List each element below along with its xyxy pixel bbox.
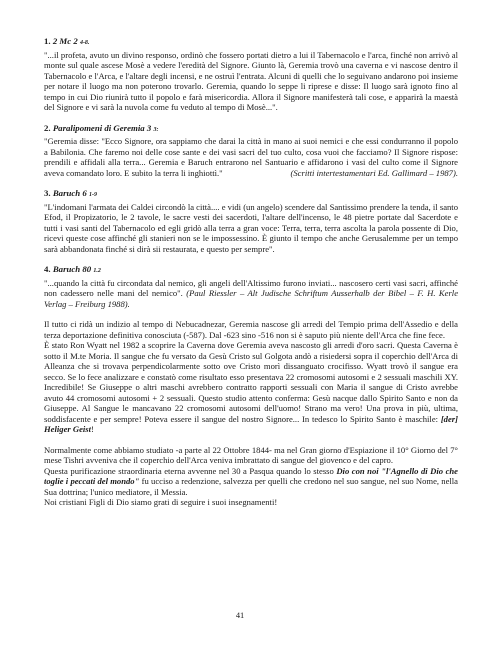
section-quote-3: "L'indomani l'armata dei Caldei circondò la città.... e vidi (un angelo) scendere dal Santissimo prendere la tenda, il santo Efod, il Propizatorio, le 2 tavole, le sacre vesti dei sacerdoti, l'altare dell'incenso, le 48 pietre portate dal Sacerdote e tutti i vasi santi del Tabernacolo ed egli gridò alla terra a gran voce: Terra, terra, terra ascolta la parola possente di Dio, ricevi queste cose affinché gli stanieri non se le impossessino. È giunto il tempo che anche Gerusalemme per un tempo sarà abbandonata finché si dirà sii restaurata, e questo per sempre". [44,201,458,254]
section-book-4: Baruch 80 [52,264,92,274]
body-paragraph-5: Noi cristiani Figli di Dio siamo grati di seguire i suoi insegnamenti! [44,497,278,507]
section-book-2: Paralipomeni di Geremia 3 [52,122,152,133]
page-number: 41 [235,611,245,620]
section-heading-4: 4. Baruch 80 1.2 [44,264,101,274]
dio-con-noi-emphasis: Dio con noi [336,465,379,476]
section-quote-2: "Geremia disse: "Ecco Signore, ora sappiamo che darai la città in mano ai suoi nemici e che essi condurranno il popolo a Babilonia. Che faremo noi delle cose sante e dei vasi sacri del tuo culto, cosa vuoi che facciamo? Il Signore rispose: prendili e affidali alla terra... Geremia e Baruch entrarono nel Santuario e affidarono i vasi del culto come il Signore aveva comandato loro. E subito la terra li inghiottì." (Scritti intertestamentari Ed. Gallimard – 1987). [44,136,458,178]
section-heading-3: 3. Baruch 6 1-9 [44,188,97,198]
section-ref-3: 1-9 [89,192,97,198]
section-ref-2: 3: [153,126,159,133]
section-book-1: 2 Mc 2 [52,36,78,46]
heliger-geist-emphasis: [der] Heliger Geist [44,413,458,434]
section-heading-1: 1. 2 Mc 2 4-8. [44,36,90,46]
body-paragraph-3: Normalmente come abbiamo studiato -a parte al 22 Ottobre 1844- ma nel Gran giorno d'Espiazione il 10° Giorno del 7° mese Tishri avveniva che il coperchio dell'Arca veniva imbrattato di sangue del giovenco e del capro. [44,444,458,465]
section-ref-4: 1.2 [93,268,101,274]
section-book-3: Baruch 6 [52,188,87,198]
section-citation-4: (Paul Riessler – Alt Judische Schriftum Ausserhalb der Bibel – F. H. Kerle Verlag – Freiburg 1988). [44,288,459,309]
body-paragraph-2: È stato Ron Wyatt nel 1982 a scoprire la Caverna dove Geremia aveva nascosto gli arredi d'oro sacri. Questa Caverna è sotto il M.te Moria. Il sangue che fu versato da Gesù Cristo sul Golgota andò a risiedersi sopra il coperchio dell'Arca di Alleanza che si trovava perpendicolarmente sotto ove Cristo morì dissanguato crocifisso. Wyatt trovò il sangue era secco. Se lo fece analizzare e constatò come risultato esso presentava 22 cromosomi autosomi e 2 sessuali maschili XY. Incredibile! Se Giuseppe o altri maschi avrebbero contratto rapporti sessuali con Maria il sangue di Cristo avrebbe avuto 44 cromosomi autosomi + 2 sessuali. Questo studio attento conferma: Gesù nacque dallo Spirito Santo e non da Giuseppe. Al Sangue le mancavano 22 cromosomi autosomi dell'uomo! Strano ma vero! Una prova in più, ultima, soddisfacente e per sempre! Poteva essere il sangue del nostro Signore... In tedesco lo Spirito Santo è maschile: [der] Heliger Geist! [44,340,458,434]
section-heading-2: 2. Paralipomeni di Geremia 3 3: [44,122,159,133]
section-quote-1: "...il profeta, avuto un divino responso, ordinò che fossero portati dietro a lui il Tabernacolo e l'arca, finché non arrivò al monte sul quale ascese Mosè a vedere l'eredità del Signore. Giunto là, Geremia trovò una caverna e vi nascose dentro il Tabernacolo e l'Arca, e l'altare degli incensi, e ne ostruì l'entrata. Alcuni di quelli che lo seguivano andarono poi insieme per notare il luogo ma non poterono trovarlo. Geremia, quando lo seppe li riprese e disse: Il luogo sarà ignoto fino al tempo in cui Dio riunirà tutto il popolo e farà misericordia. Allora il Signore manifesterà tali cose, e apparirà la maestà del Signore e vi sarà la nuvola come fu veduto al tempo di Mosè...". [44,49,458,112]
section-citation-2: (Scritti intertestamentari Ed. Gallimard – 1987). [290,167,458,178]
section-quote-4: "...quando la città fu circondata dal nemico, gli angeli dell'Altissimo furono inviati... nascosero certi vasi sacri, affinché non cadessero nelle mani del nemico". (Paul Riessler – Alt Judische Schriftum Ausserhalb der Bibel – F. H. Kerle Verlag – Freiburg 1988). [44,277,459,309]
agnello-emphasis: "l'Agnello di Dio che toglie i peccati del mondo" [44,465,458,486]
body-paragraph-1: Il tutto ci ridà un indizio al tempo di Nebucadnezar, Geremia nascose gli arredi del Tempio prima dell'Assedio e della terza deportazione definitiva conosciuta (-587). Dal -623 sino -516 non si è saputo più niente dell'Arca che fine fece. [44,319,458,340]
section-ref-1: 4-8. [79,40,90,46]
body-paragraph-4: Questa purificazione straordinaria eterna avvenne nel 30 a Pasqua quando lo stesso Dio con noi "l'Agnello di Dio che toglie i peccati del mondo" fu ucciso a redenzione, salvezza per quelli che credono nel suo sangue, nel suo Nome, nella Sua dottrina; l'unico mediatore, il Messia. [44,465,458,497]
text-column [44,36,458,508]
